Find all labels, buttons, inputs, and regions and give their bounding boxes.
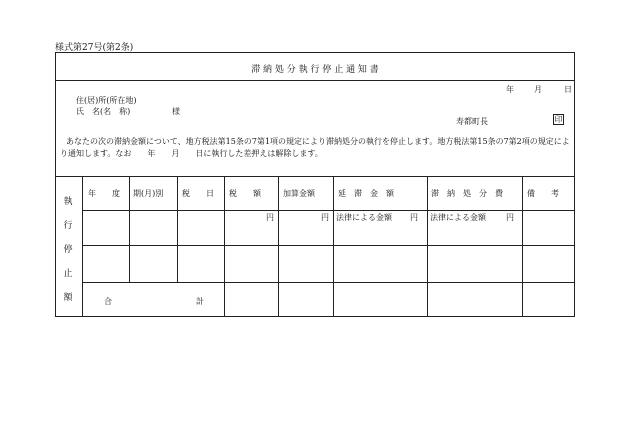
residence-label: 住(居)所(所在地): [76, 96, 137, 105]
name-label: 氏 名(名 称): [76, 107, 131, 116]
body-text-line2: り通知します。なお 年 月 日に執行した差押えは解除します。: [60, 149, 323, 158]
table-top-border: [55, 176, 575, 177]
notice-frame: [55, 52, 575, 317]
date-month-label: 月: [534, 85, 542, 94]
surcharge-yen: 円: [321, 213, 329, 222]
header-year: 年 度: [88, 189, 120, 198]
document-title: 滞 納 処 分 執 行 停 止 通 知 書: [251, 65, 379, 75]
delinquency-legal-amount: 法律による金額: [336, 213, 392, 222]
header-surcharge: 加算金額: [283, 189, 315, 198]
disposition-yen: 円: [506, 213, 514, 222]
col-line-period: [177, 176, 178, 282]
header-disposition-fee: 滞 納 処 分 費: [431, 189, 503, 198]
header-delinquency: 延 滞 金 額: [338, 189, 394, 198]
col-line-tax: [278, 176, 279, 317]
form-number: 様式第27号(第2条): [55, 43, 134, 53]
header-period: 期(月)別: [133, 189, 164, 198]
col-line-delinquency: [427, 176, 428, 317]
header-tax-amount: 税 額: [229, 189, 261, 198]
issuer-title: 寿都町長: [456, 117, 488, 126]
table-row-divider-2: [82, 282, 575, 283]
side-label-char-3: 停: [63, 245, 73, 255]
col-line-disposition: [522, 176, 523, 317]
total-label-right: 計: [196, 297, 204, 306]
table-row-divider-1: [82, 245, 575, 246]
col-line-side: [82, 176, 83, 317]
header-remarks: 備 考: [527, 189, 559, 198]
side-label-char-5: 額: [63, 293, 73, 303]
col-line-surcharge: [333, 176, 334, 317]
delinquency-yen: 円: [410, 213, 418, 222]
honorific-sama: 様: [172, 107, 180, 116]
col-line-due: [224, 176, 225, 317]
col-line-year: [129, 176, 130, 282]
disposition-legal-amount: 法律による金額: [430, 213, 486, 222]
total-label-left: 合: [104, 297, 112, 306]
tax-amount-yen: 円: [266, 213, 274, 222]
date-year-label: 年: [506, 85, 514, 94]
side-label-char-4: 止: [63, 269, 73, 279]
title-divider: [55, 80, 575, 81]
seal-mark: 印: [554, 115, 563, 124]
side-label-char-1: 執: [63, 197, 73, 207]
table-header-divider: [82, 210, 575, 211]
header-due-date: 税 日: [182, 189, 214, 198]
date-day-label: 日: [564, 85, 572, 94]
body-text-line1: あなたの次の滞納金額について、地方税法第15条の7第1項の規定により滞納処分の執行を停止します。地方税法第15条の7第2項の規定によ: [66, 137, 570, 146]
side-label-char-2: 行: [63, 221, 73, 231]
